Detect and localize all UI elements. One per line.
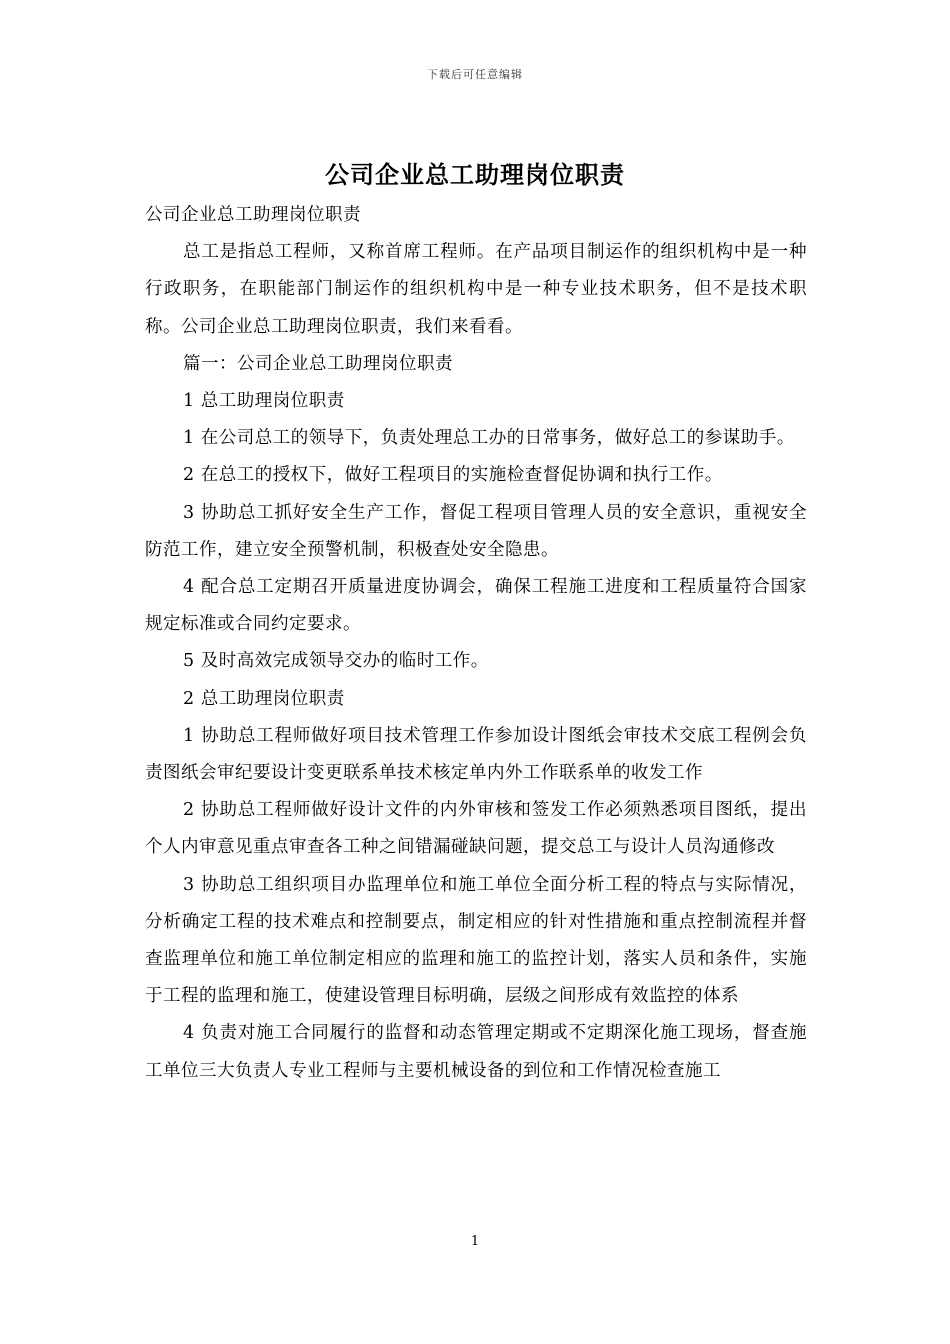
paragraph: 3 协助总工抓好安全生产工作，督促工程项目管理人员的安全意识，重视安全防范工作，建立安全预警机制，积极查处安全隐患。 xyxy=(145,502,807,560)
document-subtitle: 公司企业总工助理岗位职责 xyxy=(145,205,361,225)
paragraph: 2 在总工的授权下，做好工程项目的实施检查督促协调和执行工作。 xyxy=(183,465,723,486)
paragraph: 1 协助总工程师做好项目技术管理工作参加设计图纸会审技术交底工程例会负责图纸会审纪要设计变更联系单技术核定单内外工作联系单的收发工作 xyxy=(145,725,807,784)
paragraph: 4 配合总工定期召开质量进度协调会，确保工程施工进度和工程质量符合国家规定标准或合同约定要求。 xyxy=(145,577,807,635)
paragraph: 3 协助总工组织项目办监理单位和施工单位全面分析工程的特点与实际情况，分析确定工程的技术难点和控制要点，制定相应的针对性措施和重点控制流程并督查监理单位和施工单位制定相应的监理和施工的监控计划，落实人员和条件，实施于工程的监理和施工，使建设管理目标明确，层级之间形成有效监控的体系 xyxy=(145,874,807,1007)
section-heading: 1 总工助理岗位职责 xyxy=(183,391,345,412)
document-title: 公司企业总工助理岗位职责 xyxy=(325,160,625,189)
paragraph: 5 及时高效完成领导交办的临时工作。 xyxy=(183,651,489,672)
paragraph: 2 协助总工程师做好设计文件的内外审核和签发工作必须熟悉项目图纸，提出个人内审意见重点审查各工种之间错漏碰缺问题，提交总工与设计人员沟通修改 xyxy=(145,800,807,858)
section-heading: 2 总工助理岗位职责 xyxy=(183,688,345,709)
document-body xyxy=(145,197,807,1090)
page-number: 1 xyxy=(470,1234,480,1249)
paragraph: 4 负责对施工合同履行的监督和动态管理定期或不定期深化施工现场，督查施工单位三大负责人专业工程师与主要机械设备的到位和工作情况检查施工 xyxy=(145,1023,807,1081)
paragraph: 1 在公司总工的领导下，负责处理总工办的日常事务，做好总工的参谋助手。 xyxy=(183,428,795,449)
paragraph: 篇一：公司企业总工助理岗位职责 xyxy=(183,353,453,374)
header-note: 下载后可任意编辑 xyxy=(427,68,523,81)
paragraph: 总工是指总工程师，又称首席工程师。在产品项目制运作的组织机构中是一种行政职务，在职能部门制运作的组织机构中是一种专业技术职务，但不是技术职称。公司企业总工助理岗位职责，我们来看看。 xyxy=(145,242,807,337)
